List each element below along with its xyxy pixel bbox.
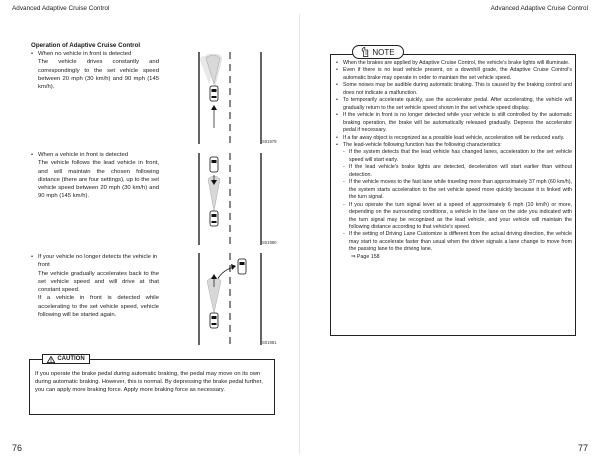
condition-heading: When no vehicle in front is detected <box>38 51 132 57</box>
bullet-dot: • <box>336 60 338 66</box>
caution-label <box>42 354 90 364</box>
diagram-code: S01979 <box>262 139 277 144</box>
bullet-dot: • <box>31 254 34 260</box>
diagram-code: S01980 <box>262 240 277 245</box>
diagram-no-lead-vehicle <box>178 52 286 144</box>
condition-block-no-vehicle <box>31 50 159 91</box>
caution-text: If you operate the brake pedal during automatic braking, the pedal may move on its own during automatic braking. However, this is normal. By depressing the brake pedal further, you can apply more braking force. Apply more braking force as necessary. <box>35 371 263 394</box>
page-number-right: 77 <box>577 443 588 453</box>
page-number-left: 76 <box>12 443 23 453</box>
diagram-following-vehicle <box>178 153 286 245</box>
dash-marker: - <box>343 201 345 208</box>
hand-icon <box>361 47 369 57</box>
note-label <box>352 45 404 59</box>
page-reference-link[interactable]: ⇒ Page 158 <box>351 253 380 260</box>
condition-block-vehicle-detected <box>31 151 159 201</box>
note-subitem: - If you operate the turn signal lever at a speed of approximately 6 mph (10 km/h) or more, depending on the surrounding conditions, a vehicle in the lane on the side you indicated with the turn signal may be recognized as the lead vehicle, and your vehicle will maintain the following distance according to that vehicle's speed. <box>343 201 572 230</box>
note-item: • If the vehicle in front is no longer detected while your vehicle is still controlled by the automatic braking operation, the brake will be automatically released gradually. Depress the accelerator pedal if necessary. <box>336 112 572 134</box>
note-item: • The lead-vehicle following function has the following characteristics: <box>336 141 502 148</box>
bullet-dot: • <box>336 67 338 74</box>
warning-triangle-icon <box>47 356 55 363</box>
bullet-dot: • <box>336 134 338 141</box>
note-item: • To temporarily accelerate quickly, use the accelerator pedal. After accelerating, the vehicle will gradually return to the set vehicle speed shown in the set vehicle speed display. <box>336 97 572 111</box>
bullet-dot: • <box>31 152 34 158</box>
note-subitem: - If the system detects that the lead vehicle has changed lanes, acceleration to the set vehicle speed will start early. <box>343 149 572 163</box>
road-illustration <box>178 52 286 144</box>
bullet-dot: • <box>336 82 338 89</box>
note-content <box>336 60 572 261</box>
section-title: Operation of Adaptive Cruise Control <box>31 42 141 49</box>
note-subitem: - If the setting of Driving Lane Customize is different from the actual driving direction, the vehicle may start to accelerate faster than usual when the driver signals a lane change to move from the passing lane to the driving lane. <box>343 231 572 253</box>
dash-marker: - <box>343 164 345 171</box>
bullet-dot: • <box>336 112 338 119</box>
dash-marker: - <box>343 179 345 186</box>
bullet-dot: • <box>336 97 338 104</box>
caution-title: CAUTION <box>57 356 85 362</box>
dash-marker: - <box>343 149 345 156</box>
bullet-dot: • <box>336 141 338 148</box>
diagram-lead-vehicle-lost <box>178 253 286 345</box>
note-item: • Some noises may be audible during automatic braking. This is caused by the braking control and does not indicate a malfunction. <box>336 82 572 96</box>
diagram-code: S01981 <box>262 340 277 345</box>
page-gutter <box>299 14 300 454</box>
note-subitem: - If the lead vehicle's brake lights are detected, deceleration will start earlier than without detection. <box>343 164 572 178</box>
road-illustration <box>178 153 286 245</box>
note-subitem: - If the vehicle moves to the fast lane while traveling more than approximately 37 mph (60 km/h), the system starts acceleration to the set vehicle speed more quickly because it is linked with the turn signal. <box>343 179 572 201</box>
condition-heading: When a vehicle in front is detected <box>38 152 129 158</box>
dash-marker: - <box>343 231 345 238</box>
condition-body: The vehicle drives constantly and correspondingly to the set vehicle speed between 20 mph (30 km/h) and 90 mph (145 km/h). <box>38 59 159 91</box>
road-illustration <box>178 253 286 345</box>
running-header-left: Advanced Adaptive Cruise Control <box>12 5 110 12</box>
note-item: • If a far away object is recognized as a possible lead vehicle, acceleration will be reduced early. <box>336 134 565 141</box>
condition-body: The vehicle follows the lead vehicle in front, and will maintain the chosen following distance (there are four settings), up to the set vehicle speed between 20 mph (30 km/h) and 90 mph (145 km/h). <box>38 160 159 200</box>
note-title: NOTE <box>372 47 395 57</box>
note-item: • When the brakes are applied by Adaptive Cruise Control, the vehicle's brake lights will illuminate. <box>336 60 570 66</box>
note-item: • Even if there is no lead vehicle present, on a downhill grade, the Adaptive Cruise Control's automatic brake may operate in order to maintain the set vehicle speed. <box>336 67 572 81</box>
bullet-dot: • <box>31 51 34 57</box>
condition-body: The vehicle gradually accelerates back to the set vehicle speed and will drive at that constant speed. If a vehicle in front is detected while accelerating to the set vehicle speed, vehicle following will be started again. <box>38 270 159 319</box>
condition-heading: If your vehicle no longer detects the vehicle in front <box>38 254 158 269</box>
running-header-right: Advanced Adaptive Cruise Control <box>490 5 588 12</box>
condition-block-vehicle-lost <box>31 253 159 319</box>
